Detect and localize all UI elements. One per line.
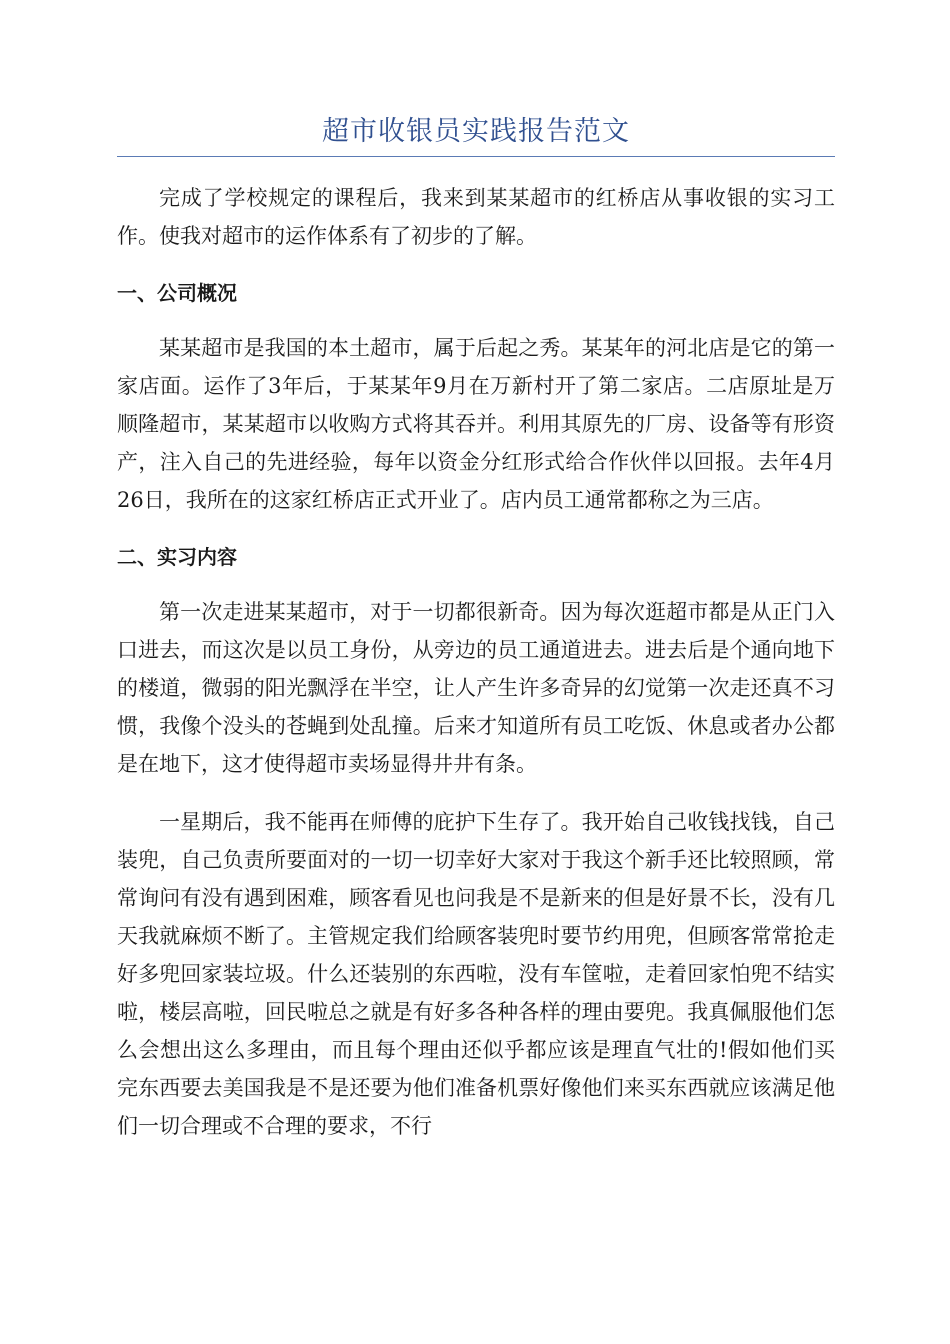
section-heading-company-overview: 一、公司概况: [117, 281, 237, 305]
intro-paragraph: 完成了学校规定的课程后，我来到某某超市的红桥店从事收银的实习工作。使我对超市的运作体系有了初步的了解。: [117, 186, 835, 248]
title-underline: [117, 156, 835, 157]
document-title: 超市收银员实践报告范文: [322, 116, 630, 147]
document-page: [117, 108, 835, 1165]
section-heading-internship-content: 二、实习内容: [117, 545, 237, 569]
internship-paragraph-2: 一星期后，我不能再在师傅的庇护下生存了。我开始自己收钱找钱，自己装兜，自己负责所要面对的一切一切幸好大家对于我这个新手还比较照顾，常常询问有没有遇到困难，顾客看见也问我是不是新来的但是好景不长，没有几天我就麻烦不断了。主管规定我们给顾客装兜时要节约用兜，但顾客常常抢走好多兜回家装垃圾。什么还装别的东西啦，没有车筐啦，走着回家怕兜不结实啦，楼层高啦，回民啦总之就是有好多各种各样的理由要兜。我真佩服他们怎么会想出这么多理由，而且每个理由还似乎都应该是理直气壮的!假如他们买完东西要去美国我是不是还要为他们准备机票好像他们来买东西就应该满足他们一切合理或不合理的要求，不行: [117, 810, 835, 1138]
company-overview-paragraph: 某某超市是我国的本土超市，属于后起之秀。某某年的河北店是它的第一家店面。运作了3年后，于某某年9月在万新村开了第二家店。二店原址是万顺隆超市，某某超市以收购方式将其吞并。利用其原先的厂房、设备等有形资产，注入自己的先进经验，每年以资金分红形式给合作伙伴以回报。去年4月26日，我所在的这家红桥店正式开业了。店内员工通常都称之为三店。: [117, 336, 835, 512]
internship-paragraph-1: 第一次走进某某超市，对于一切都很新奇。因为每次逛超市都是从正门入口进去，而这次是以员工身份，从旁边的员工通道进去。进去后是个通向地下的楼道，微弱的阳光飘浮在半空，让人产生许多奇异的幻觉第一次走还真不习惯，我像个没头的苍蝇到处乱撞。后来才知道所有员工吃饭、休息或者办公都是在地下，这才使得超市卖场显得井井有条。: [117, 600, 835, 776]
